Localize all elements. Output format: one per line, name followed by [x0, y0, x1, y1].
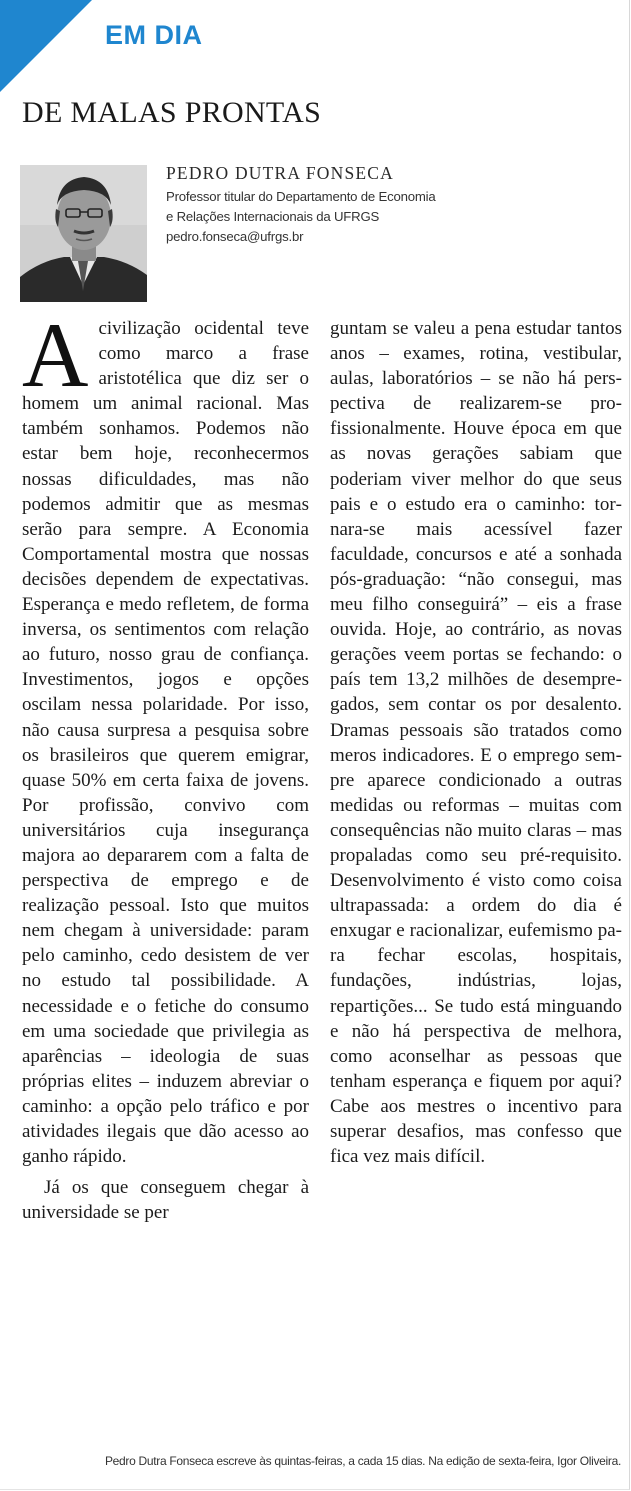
drop-cap: A — [22, 304, 89, 406]
article-text: civilização ocidental teve como marco a frase aristotélica que diz ser o homem um animal racional. Mas também sonhamos. Podemos não estar bem hoje, reconhecermos nossas dificuldades, mas não podemos admitir que as mesmas serão para sempre. A Economia Comportamental mostra que nossas decisões dependem de expectativas. Esperança e medo refletem, de forma inversa, os sentimentos com relação ao futuro, nosso grau de confiança. Investimentos, jogos e opções oscilam nessa polaridade. Por isso, não causa surpresa a pesquisa sobre os brasileiros que querem emigrar, quase 50% em certa faixa de jovens. Por profissão, convivo com universitários cuja insegurança majora ao depararem com a falta de perspectiva de emprego e de realização pessoal. Isto que muitos nem chegam à universidade: param pelo caminho, cedo desistem de ver no estudo tal possibilidade. A necessidade e o fetiche do consumo em uma sociedade que privilegia as aparências – ideologia de suas próprias elites – induzem abreviar o caminho: a opção pelo tráfico e por atividades ilegais que dão acesso ao ganho rápido. — [22, 318, 309, 1168]
section-label: EM DIA — [105, 20, 203, 50]
article-paragraph: Já os que conseguem chegar à universidade se per — [22, 1177, 309, 1224]
author-title-line1: Professor titular do Departamento de Economia — [166, 189, 436, 204]
section-corner-triangle — [0, 0, 92, 92]
author-email: pedro.fonseca@ufrgs.br — [166, 229, 304, 244]
author-photo — [20, 165, 147, 302]
author-block — [166, 163, 436, 247]
article-column-left — [22, 304, 309, 1225]
article-paragraph: guntam se valeu a pena estudar tantos anos – exames, rotina, vestibular, aulas, laboratórios – se não há perspectiva de realizarem-se profissionalmente. Houve época em que as novas gerações sabiam que poderiam viver melhor do que seus pais e o estudo era o caminho: tornara-se mais acessível fazer faculdade, concursos e até a sonhada pós-graduação: “não consegui, mas meu filho conseguirá” – eis a frase ouvida. Hoje, ao contrário, as novas gerações veem portas se fechando: o país tem 13,2 milhões de desempregados, sem contar os por desalento. Dramas pessoais são tratados como meros indicadores. E o emprego sempre aparece condicionado a outras medidas ou reformas – muitas com consequências não muito claras – mas propaladas como seu pré-requisito. Desenvolvimento é visto como coisa ultrapassada: a ordem do dia é enxugar e racionalizar, eufemismo para fechar escolas, hospitais, fundações, indústrias, lojas, repartições... Se tudo está minguando e não há perspectiva de melhora, como aconselhar as pessoas que tenham esperança e fiquem por aqui? Cabe aos mestres o incentivo para superar desafios, mas confesso que fica vez mais difícil. — [330, 318, 622, 1168]
footnote: Pedro Dutra Fonseca escreve às quintas-feiras, a cada 15 dias. Na edição de sexta-feira, Igor Oliveira. — [104, 1454, 621, 1468]
article-paragraph — [22, 304, 309, 1169]
author-title-line2: e Relações Internacionais da UFRGS — [166, 209, 380, 224]
author-name: PEDRO DUTRA FONSECA — [166, 163, 394, 183]
article-column-right — [330, 316, 622, 1169]
headline: DE MALAS PRONTAS — [22, 96, 322, 129]
